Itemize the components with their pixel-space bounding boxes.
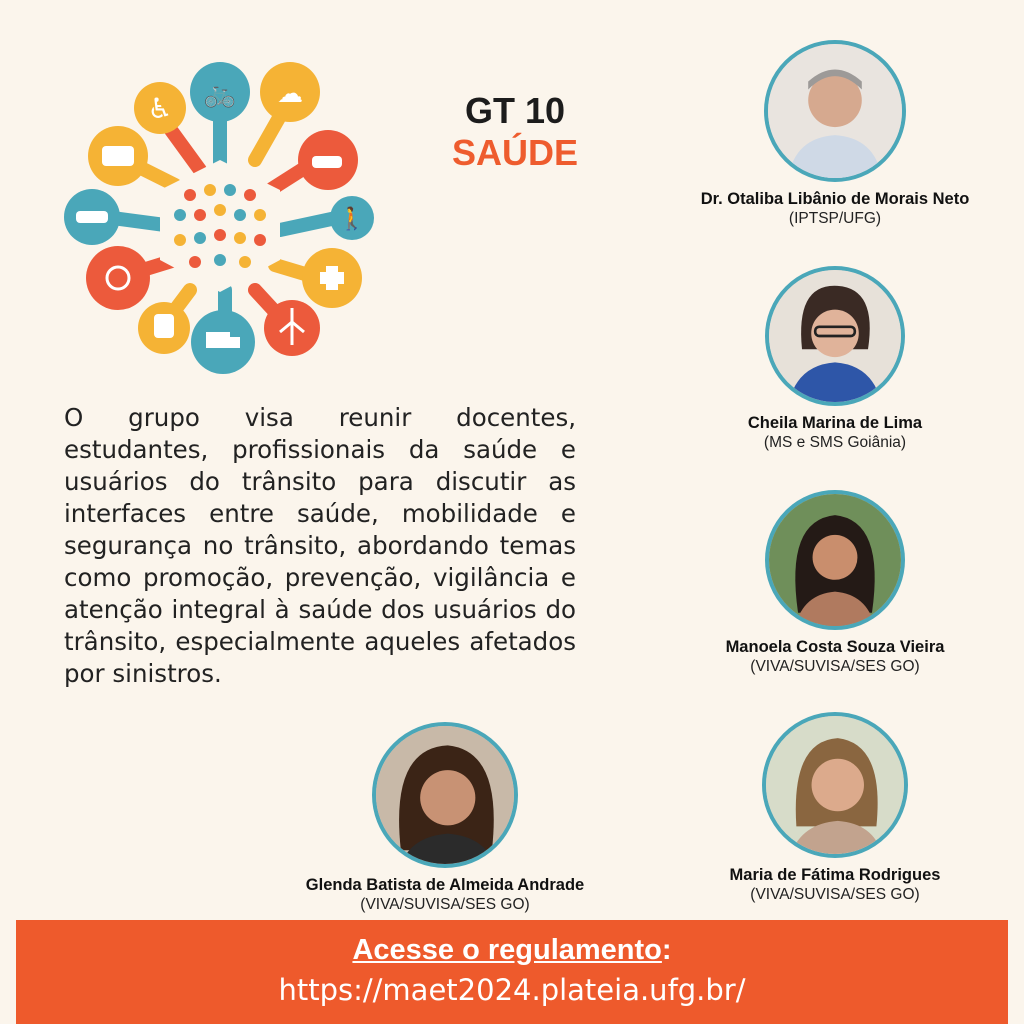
group-description: O grupo visa reunir docentes, estudantes, profissionais da saúde e usuários do trânsito para discutir as interfaces entre saúde, mobilidade e segurança no trânsito, abordando temas como promoção, prevenção, vigilância e atenção integral à saúde dos usuários do trânsito, especialmente aqueles afetados por sinistros. <box>64 403 576 688</box>
speaker-affiliation: (MS e SMS Goiânia) <box>763 434 907 451</box>
speaker-card <box>640 40 1024 228</box>
speaker-photo <box>762 712 908 858</box>
gt-number: GT 10 <box>464 90 566 131</box>
svg-text:♿: ♿ <box>147 92 173 125</box>
speaker-affiliation: (VIVA/SUVISA/SES GO) <box>750 658 920 675</box>
speaker-card <box>640 266 1024 452</box>
footer-banner <box>16 920 1008 1024</box>
speaker-card <box>250 722 640 914</box>
speaker-name: Maria de Fátima Rodrigues <box>729 866 941 884</box>
svg-text:☁: ☁ <box>277 79 303 109</box>
speaker-name: Cheila Marina de Lima <box>747 414 923 432</box>
speaker-affiliation: (VIVA/SUVISA/SES GO) <box>360 896 530 913</box>
regulation-link[interactable]: Acesse o regulamento <box>352 934 662 966</box>
speaker-card <box>640 490 1024 676</box>
speaker-photo <box>372 722 518 868</box>
speaker-affiliation: (IPTSP/UFG) <box>788 210 882 227</box>
speaker-photo <box>765 490 905 630</box>
speaker-photo <box>765 266 905 406</box>
speaker-photo <box>764 40 906 182</box>
gt-topic: SAÚDE <box>451 131 579 173</box>
sun-icon <box>86 246 150 310</box>
svg-text:🚲: 🚲 <box>203 79 237 109</box>
speaker-name: Glenda Batista de Almeida Andrade <box>305 876 585 894</box>
regulation-cta <box>16 934 1008 967</box>
speaker-name: Manoela Costa Souza Vieira <box>725 638 945 656</box>
cta-colon: : <box>661 934 672 966</box>
svg-text:🚶: 🚶 <box>338 207 366 232</box>
speaker-name: Dr. Otaliba Libânio de Morais Neto <box>700 190 970 208</box>
speaker-affiliation: (VIVA/SUVISA/SES GO) <box>750 886 920 903</box>
mobility-health-logo <box>60 60 380 380</box>
regulation-url[interactable]: https://maet2024.plateia.ufg.br/ <box>278 973 746 1007</box>
group-title <box>430 92 600 172</box>
speaker-card <box>640 712 1024 904</box>
